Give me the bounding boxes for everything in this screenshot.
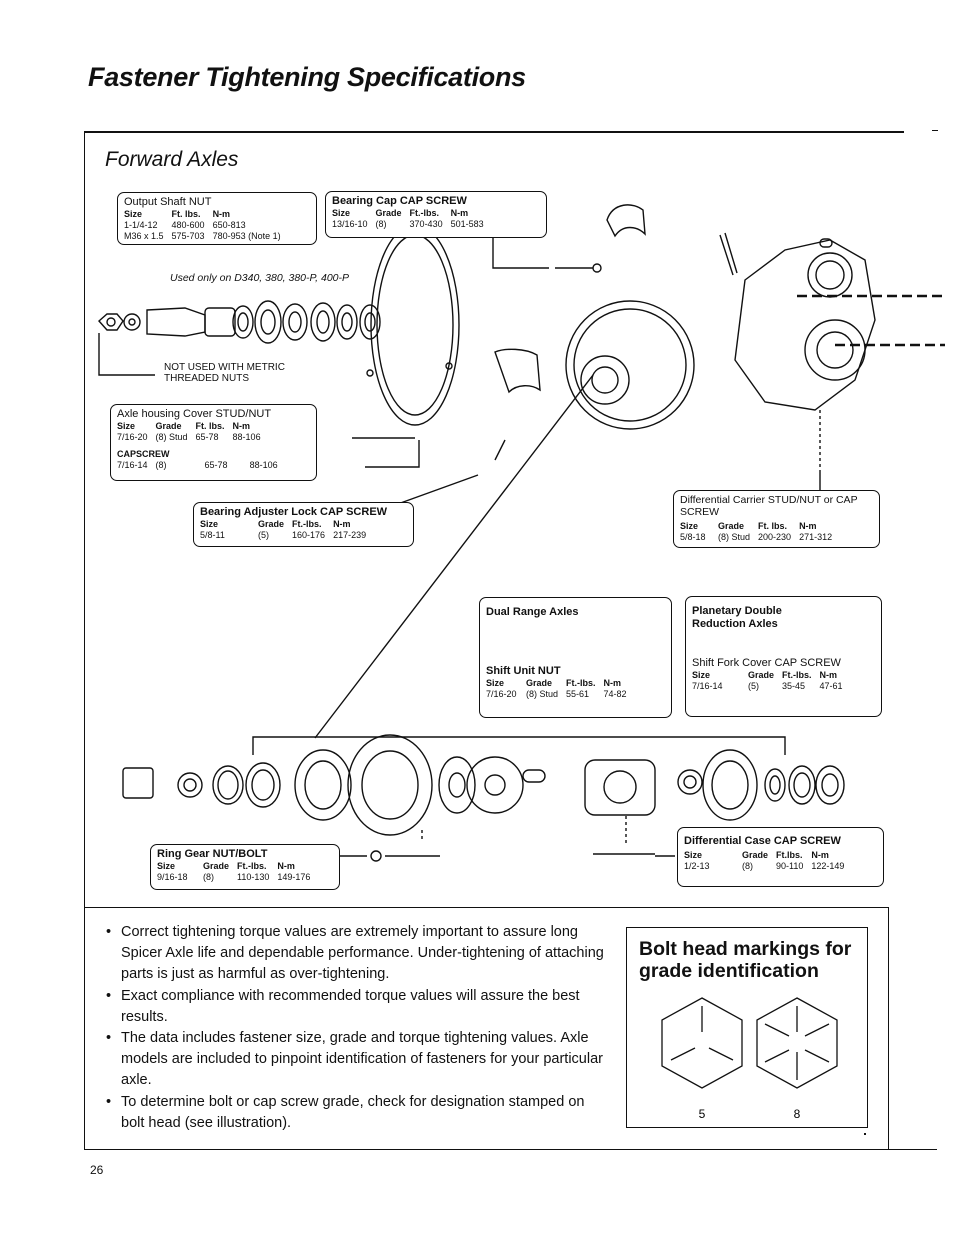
spec-title: Differential Case CAP SCREW	[684, 835, 841, 847]
cell: 47-61	[819, 681, 843, 691]
cell: 1-1/4-12	[124, 220, 158, 230]
cell: 160-176	[292, 530, 326, 540]
cell: M36 x 1.5	[124, 231, 164, 241]
diff-case-spec-box	[677, 827, 884, 887]
cell: 5/8-18	[680, 532, 706, 542]
spec-title: Bearing Adjuster Lock CAP SCREW	[200, 506, 388, 518]
cell: 122-149	[811, 861, 845, 871]
header-nm: N-m	[603, 678, 622, 688]
cell: 74-82	[603, 689, 627, 699]
header-ftlbs: Ft.-lbs.	[409, 208, 440, 218]
cell: 55-61	[566, 689, 590, 699]
cell: 217-239	[333, 530, 367, 540]
axle-housing-spec-box	[110, 404, 317, 481]
cell: (5)	[748, 681, 760, 691]
header-ftlbs: Ft. lbs.	[195, 421, 225, 431]
hex-nut-drawing	[99, 314, 123, 330]
section-title: Forward Axles	[105, 148, 239, 171]
header-grade: Grade	[155, 421, 182, 431]
header-nm: N-m	[811, 850, 829, 860]
cell: 575-703	[171, 231, 205, 241]
header-nm: N-m	[232, 421, 251, 431]
carrier-housing-drawing	[735, 240, 875, 410]
cell: 271-312	[799, 532, 833, 542]
cell: (8)	[203, 872, 215, 882]
spec-title: Output Shaft NUT	[124, 196, 212, 208]
header-nm: N-m	[799, 521, 817, 531]
spec-table	[124, 209, 289, 242]
housing-cover-drawing	[371, 225, 459, 425]
metric-note-line1: NOT USED WITH METRIC	[164, 362, 285, 373]
bullet-item: • The data includes fastener size, grade and torque tightening values. Axle models are included to pinpoint identification of fasteners for your particular axle.	[104, 1028, 609, 1092]
cell: 1/2-13	[684, 861, 710, 871]
yoke-drawing	[147, 308, 205, 336]
spec-table	[117, 421, 269, 443]
header-size: Size	[200, 519, 219, 529]
header-size: Size	[124, 209, 143, 219]
ring-gear-spec-box	[150, 844, 340, 890]
spec-table	[684, 850, 852, 872]
cell: 480-600	[171, 220, 205, 230]
header-grade: Grade	[748, 670, 775, 680]
diff-carrier-spec-box	[673, 490, 880, 548]
spec-table	[200, 519, 374, 541]
spec-table	[332, 208, 492, 230]
bullet-list	[104, 922, 609, 1134]
spec-subtitle: Shift Fork Cover CAP SCREW	[692, 657, 841, 669]
bolt-heads-illustration	[647, 990, 847, 1120]
bearing-adjuster-spec-box	[193, 502, 414, 547]
frame-right-rule	[888, 907, 889, 1150]
spec-table	[692, 670, 851, 692]
cell: 7/16-14	[117, 460, 148, 470]
top-rule	[84, 131, 904, 133]
spec-table	[117, 460, 286, 471]
grade-5-label: 5	[698, 1107, 706, 1120]
planetary-spec-box	[685, 596, 882, 717]
grade-8-label: 8	[793, 1107, 801, 1120]
cell: (8)	[742, 861, 754, 871]
header-nm: N-m	[450, 208, 469, 218]
cell: 370-430	[409, 219, 443, 229]
header-size: Size	[332, 208, 351, 218]
ring-gear-drawing	[566, 301, 694, 429]
header-size: Size	[680, 521, 699, 531]
header-size: Size	[692, 670, 711, 680]
cell: (5)	[258, 530, 270, 540]
output-shaft-spec-box	[117, 192, 317, 245]
header-ftlbs: Ft.lbs.	[776, 850, 803, 860]
cell: 88-106	[249, 460, 278, 470]
bullet-item: • To determine bolt or cap screw grade, check for designation stamped on bolt head (see illustration).	[104, 1092, 609, 1134]
header-nm: N-m	[819, 670, 838, 680]
header-grade: Grade	[258, 519, 285, 529]
spec-title: Differential Carrier STUD/NUT or CAP SCREW	[680, 494, 858, 518]
stray-dot	[864, 1133, 866, 1135]
header-grade: Grade	[526, 678, 553, 688]
page-number: 26	[90, 1163, 104, 1177]
spec-subtitle: Shift Unit NUT	[486, 665, 561, 677]
header-grade: Grade	[718, 521, 745, 531]
spec-title: Bearing Cap CAP SCREW	[332, 195, 467, 207]
cell: (8) Stud	[155, 432, 188, 442]
spec-table	[680, 521, 840, 543]
capscrew-subtitle: CAPSCREW	[117, 449, 170, 459]
header-ftlbs: Ft. lbs.	[171, 209, 201, 219]
header-ftlbs: Ft.-lbs.	[782, 670, 812, 680]
cell: 90-110	[776, 861, 804, 871]
cell: 149-176	[277, 872, 311, 882]
header-size: Size	[684, 850, 703, 860]
header-ftlbs: Ft. lbs.	[758, 521, 788, 531]
spec-title: Planetary Double Reduction Axles	[692, 605, 782, 630]
cell: 7/16-20	[117, 432, 148, 442]
cell: (8)	[155, 460, 167, 470]
cell: 7/16-20	[486, 689, 517, 699]
cell: 780-953 (Note 1)	[212, 231, 281, 241]
header-size: Size	[486, 678, 505, 688]
cell: 5/8-11	[200, 530, 225, 540]
cell: 35-45	[782, 681, 806, 691]
cell: 65-78	[195, 432, 219, 442]
washer-drawing	[124, 314, 140, 330]
bearing-cap-spec-box	[325, 191, 547, 238]
bullet-item: • Correct tightening torque values are extremely important to assure long Spicer Axle life and dependable performance. Under-tightening of attaching parts is just as harmful as over-tightening.	[104, 922, 609, 986]
flange-drawing	[205, 308, 235, 336]
dual-range-spec-box	[479, 597, 672, 718]
header-size: Size	[117, 421, 136, 431]
margin-mark	[932, 130, 938, 131]
cell: 7/16-14	[692, 681, 723, 691]
page-title: Fastener Tightening Specifications	[88, 62, 526, 92]
cell: (8)	[375, 219, 387, 229]
metric-note-line2: THREADED NUTS	[164, 373, 250, 384]
header-grade: Grade	[375, 208, 402, 218]
header-nm: N-m	[333, 519, 351, 529]
spec-title: Ring Gear NUT/BOLT	[157, 848, 268, 860]
metric-note	[164, 362, 285, 384]
used-only-note: Used only on D340, 380, 380-P, 400-P	[170, 272, 350, 284]
bolt-box-title: Bolt head markings for grade identification	[639, 938, 852, 982]
bottom-rule	[84, 1149, 937, 1150]
cell: 65-78	[204, 460, 228, 470]
header-size: Size	[157, 861, 176, 871]
cell: 88-106	[232, 432, 261, 442]
cell: 501-583	[450, 219, 484, 229]
cell: 9/16-18	[157, 872, 188, 882]
cell: (8) Stud	[526, 689, 559, 699]
header-nm: N-m	[212, 209, 231, 219]
cell: 110-130	[237, 872, 270, 882]
header-nm: N-m	[277, 861, 295, 871]
diff-case-drawing	[585, 760, 655, 815]
pinion-drawing	[123, 768, 153, 798]
cell: (8) Stud	[718, 532, 751, 542]
lower-ring-gear-drawing	[348, 735, 432, 835]
header-ftlbs: Ft.-lbs.	[566, 678, 596, 688]
header-ftlbs: Ft.-lbs.	[292, 519, 322, 529]
bolt-head-markings-box	[626, 927, 868, 1128]
cell: 200-230	[758, 532, 792, 542]
spec-table	[157, 861, 318, 883]
header-grade: Grade	[742, 850, 769, 860]
middle-rule	[84, 907, 889, 908]
cell: 650-813	[212, 220, 246, 230]
header-grade: Grade	[203, 861, 230, 871]
cell: 13/16-10	[332, 219, 368, 229]
header-ftlbs: Ft.-lbs.	[237, 861, 267, 871]
spec-table	[486, 678, 635, 700]
spec-title: Dual Range Axles	[486, 606, 579, 618]
spec-title: Axle housing Cover STUD/NUT	[117, 408, 272, 420]
bullet-item: • Exact compliance with recommended torque values will assure the best results.	[104, 986, 609, 1028]
